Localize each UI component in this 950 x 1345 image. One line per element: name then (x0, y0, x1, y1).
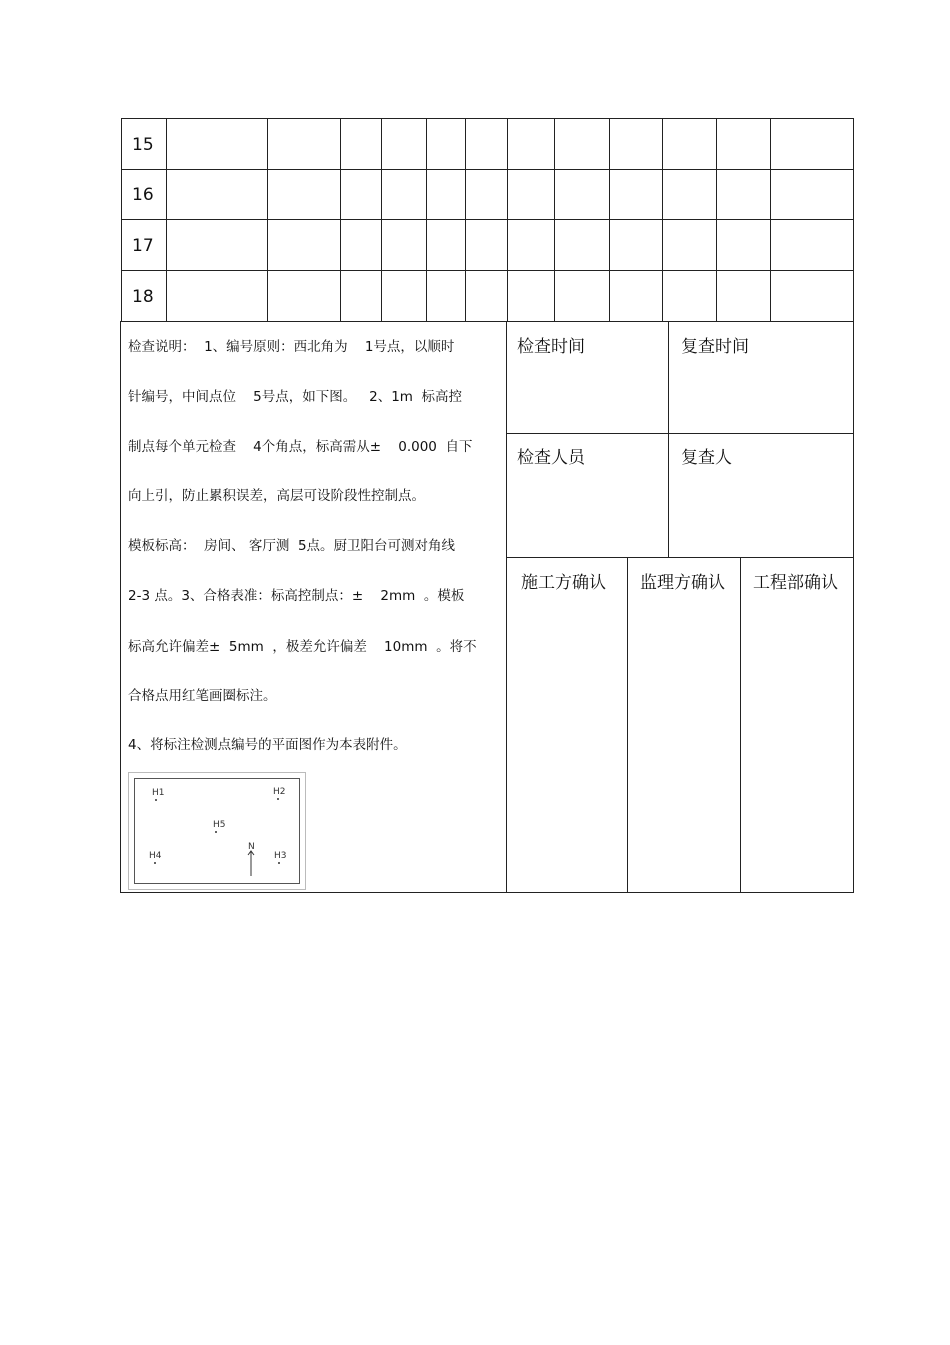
notes-line: 模板标高： 房间、 客厅测 5点。厨卫阳台可测对角线 (128, 538, 456, 554)
block-border (853, 321, 854, 893)
inspection-notes-block (120, 321, 854, 893)
table-row-divider (121, 169, 854, 170)
point-marker (155, 799, 157, 801)
notes-line: 针编号，中间点位 5号点，如下图。 2、1m 标高控 (128, 389, 463, 405)
notes-line: 制点每个单元检查 4个角点，标高需从± 0.000 自下 (128, 439, 473, 455)
table-row-divider (121, 219, 854, 220)
point-label: H2 (273, 787, 286, 797)
cell-divider (627, 557, 628, 893)
table-border (121, 118, 854, 119)
notes-line: 2-3 点。3、合格表准：标高控制点：± 2mm 。模板 (128, 588, 465, 604)
north-label: N (248, 842, 255, 852)
point-label: H3 (274, 851, 287, 861)
notes-line: 向上引，防止累积误差，高层可设阶段性控制点。 (128, 488, 425, 504)
notes-line: 检查说明： 1、编号原则：西北角为 1号点，以顺时 (128, 339, 455, 355)
row-number: 17 (132, 236, 154, 256)
point-marker (278, 862, 280, 864)
table-row-divider (121, 270, 854, 271)
inspector-label: 检查人员 (517, 448, 585, 468)
block-border (120, 321, 854, 322)
row-number: 18 (132, 287, 154, 307)
point-marker (154, 862, 156, 864)
cell-divider (506, 557, 853, 558)
point-label: H5 (213, 820, 226, 830)
row-number: 16 (132, 185, 154, 205)
inspection-time-label: 检查时间 (517, 337, 585, 357)
cell-divider (668, 321, 669, 557)
contractor-confirm-label: 施工方确认 (521, 573, 606, 593)
notes-line: 合格点用红笔画圈标注。 (128, 688, 277, 704)
point-marker (215, 831, 217, 833)
notes-divider (506, 321, 507, 893)
engineering-confirm-label: 工程部确认 (753, 573, 838, 593)
row-number: 15 (132, 135, 154, 155)
supervisor-confirm-label: 监理方确认 (640, 573, 725, 593)
point-label: H4 (149, 851, 162, 861)
point-marker (277, 798, 279, 800)
cell-divider (506, 433, 853, 434)
point-layout-diagram (128, 772, 306, 890)
point-label: H1 (152, 788, 165, 798)
check-points-table (121, 118, 854, 321)
rechecker-label: 复查人 (681, 448, 732, 468)
block-border (120, 892, 854, 893)
north-arrow-icon (245, 849, 257, 877)
block-border (120, 321, 121, 893)
notes-line: 标高允许偏差± 5mm ，极差允许偏差 10mm 。将不 (128, 639, 477, 655)
cell-divider (740, 557, 741, 893)
notes-line: 4、将标注检测点编号的平面图作为本表附件。 (128, 737, 407, 753)
recheck-time-label: 复查时间 (681, 337, 749, 357)
